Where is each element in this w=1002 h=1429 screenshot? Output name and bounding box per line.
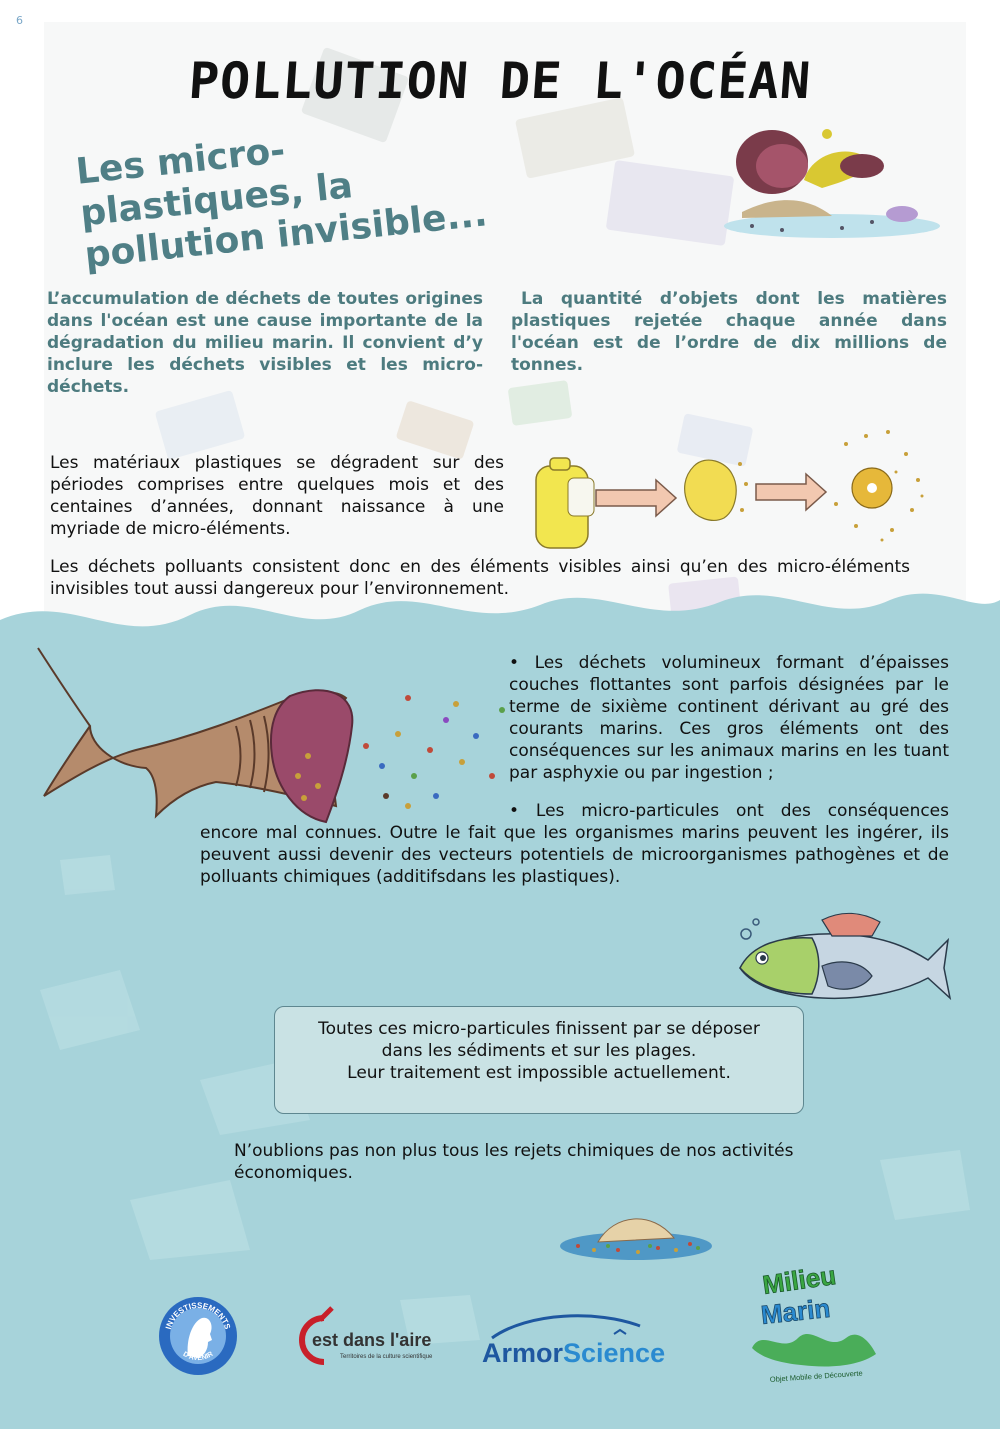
arrow-right-icon <box>756 474 826 510</box>
svg-text:ArmorScience <box>482 1338 665 1368</box>
callout-line: Leur traitement est impossible actuellement. <box>347 1063 731 1083</box>
milieu-marin-logo <box>742 1258 882 1388</box>
page-number: 6 <box>16 14 23 27</box>
page-title: POLLUTION DE L'OCÉAN <box>186 52 814 110</box>
bird-icon <box>614 1330 626 1334</box>
investissements-davenir-logo <box>158 1296 238 1376</box>
callout-line: Toutes ces micro-particules finissent par se déposer <box>318 1019 760 1039</box>
bullet-large-debris: • Les déchets volumineux formant d’épaisses couches flottantes sont parfois désignées par le terme de sixième continent dérivant au gré des courants marins. Ces gros éléments ont des conséquences sur les animaux marins en les tuant par asphyxie ou par ingestion ; <box>509 653 949 783</box>
logo-tagline: Objet Mobile de Découverte <box>769 1368 863 1384</box>
armor-science-logo <box>478 1310 666 1370</box>
callout-line: dans les sédiments et sur les plages. <box>381 1041 697 1061</box>
trash-island-illustration <box>558 1198 714 1264</box>
callout-text <box>274 1018 804 1084</box>
closing-paragraph: N’oublions pas non plus tous les rejets chimiques de nos activités économiques. <box>234 1141 794 1183</box>
arrow-right-icon <box>596 480 676 516</box>
logo-text: Science <box>563 1338 666 1368</box>
bullet-micro-particles: • Les micro-particules ont des conséquences encore mal connues. Outre le fait que les organismes marins peuvent les ingérer, ils peuvent aussi devenir des vecteurs potentiels de microorganismes pathogènes et de polluants chimiques (additifsdans les plastiques). <box>200 801 949 887</box>
plastic-degradation-sequence-illustration <box>526 414 946 564</box>
cest-dans-laire-logo <box>284 1306 444 1376</box>
logo-text: Milieu <box>760 1259 838 1300</box>
micro-plastic-particles-icon <box>834 430 924 542</box>
page-subtitle: Les micro-plastiques, la pollution invisible... <box>74 130 490 277</box>
logo-text: INVESTISSEMENTS <box>163 1300 233 1331</box>
logo-text: Marin <box>759 1292 832 1330</box>
broken-plastic-fragments-icon <box>685 460 748 520</box>
logo-tagline: Territoires de la culture scientifique <box>340 1354 433 1360</box>
intro-right-paragraph: La quantité d’objets dont les matières plastiques rejetée chaque année dans l'océan est de l’ordre de dix millions de tonnes. <box>511 289 947 375</box>
crab-on-trash-illustration <box>722 122 942 242</box>
intro-left-paragraph: L’accumulation de déchets de toutes origines dans l'océan est une cause importante de la dégradation du milieu marin. Il convient d’y inclure les déchets visibles et les micro-déchets. <box>47 289 483 397</box>
logo-text: Armor <box>482 1338 564 1368</box>
degradation-paragraph: Les matériaux plastiques se dégradent sur des périodes comprises entre quelques mois et des centaines d’années, donnant naissance à une myriade de micro-éléments. <box>50 453 504 539</box>
plastic-bottle-icon <box>536 458 594 548</box>
logo-text: D'AVENIR <box>181 1350 215 1363</box>
pollutants-paragraph: Les déchets polluants consistent donc en des éléments visibles ainsi qu’en des micro-éléments invisibles tout aussi dangereux pour l’environnement. <box>50 557 910 599</box>
fish-illustration <box>732 906 954 1016</box>
logo-text: est dans l'aire <box>312 1330 432 1350</box>
